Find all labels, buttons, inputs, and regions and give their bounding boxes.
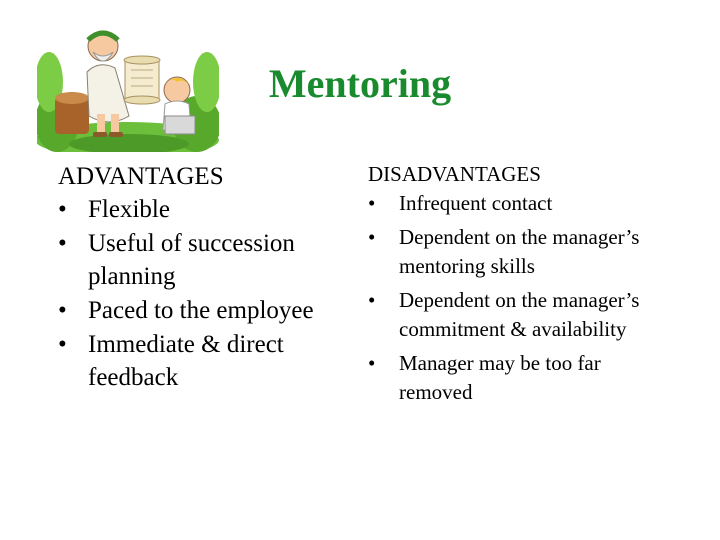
- list-item-text: Immediate & direct feedback: [88, 331, 284, 391]
- list-item-text: Dependent on the manager’s commitment & availability: [399, 288, 640, 341]
- advantages-heading: ADVANTAGES: [58, 163, 224, 190]
- advantages-column: [58, 160, 358, 395]
- bullet-icon: •: [368, 191, 376, 215]
- mentor-and-child-illustration: [37, 12, 219, 152]
- list-item: [368, 286, 668, 344]
- bullet-icon: •: [368, 225, 376, 249]
- bullet-icon: •: [368, 288, 376, 312]
- bullet-icon: •: [58, 230, 67, 257]
- list-item-text: Paced to the employee: [88, 297, 314, 324]
- page-title: Mentoring: [268, 61, 452, 106]
- list-item: [58, 227, 358, 293]
- disadvantages-column: [368, 160, 668, 412]
- list-item-text: Flexible: [88, 196, 170, 223]
- list-item: [58, 328, 358, 394]
- bullet-icon: •: [58, 331, 67, 358]
- list-item: [58, 294, 358, 327]
- list-item: [368, 223, 668, 281]
- list-item-text: Dependent on the manager’s mentoring skills: [399, 225, 640, 278]
- disadvantages-list: [368, 189, 668, 407]
- list-item-text: Useful of succession planning: [88, 230, 295, 290]
- advantages-list: [58, 193, 358, 394]
- list-item: [58, 193, 358, 226]
- list-item-text: Infrequent contact: [399, 191, 553, 215]
- list-item: [368, 189, 668, 218]
- list-item-text: Manager may be too far removed: [399, 351, 601, 404]
- bullet-icon: •: [58, 297, 67, 324]
- disadvantages-heading: DISADVANTAGES: [368, 162, 541, 186]
- bullet-icon: •: [58, 196, 67, 223]
- list-item: [368, 349, 668, 407]
- bullet-icon: •: [368, 351, 376, 375]
